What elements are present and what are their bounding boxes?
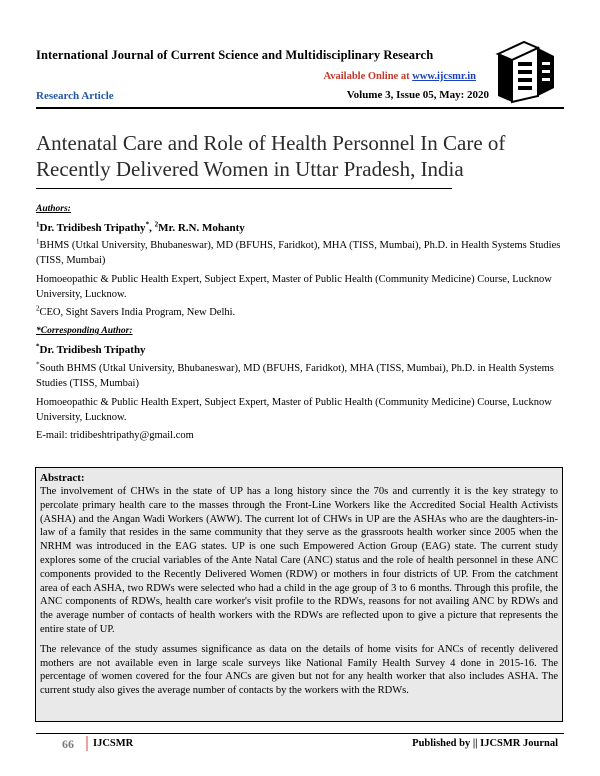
journal-name: International Journal of Current Science and Multidisciplinary Research [36,48,434,62]
corresponding-label: *Corresponding Author: [36,326,133,336]
corresponding-affiliation: *South BHMS (Utkal University, Bhubaneswar), MD (BFUHS, Faridkot), MHA (TISS, Mumbai), Ph.D. in Health Systems Studies (TISS, Mumbai) [36,360,554,389]
footer-separator [86,736,88,751]
abstract-box [35,467,563,722]
volume-issue: Volume 3, Issue 05, May: 2020 [346,89,489,101]
corresponding-email[interactable]: E-mail: tridibeshtripathy@gmail.com [36,430,194,441]
abstract-heading: Abstract: [40,472,85,484]
authors-label: Authors: [36,204,71,214]
website-link[interactable]: www.ijcsmr.in [412,71,476,82]
title-divider [36,188,452,189]
affiliation-2: $^2$CEO, Sight Savers India Program, New Delhi. [36,304,236,318]
abstract-paragraph-2: The relevance of the study assumes significance as data on the details of home visits for ANCs of recently delivered mothers are not available even in large scale surveys like National Family Health Survey 4 done in 2015-16. The percentage of women covered for the four ANCs are given but not for any health worker that also includes ASHA. The current study also gives the average number of contacts by the workers with the RDWs. [40,643,558,697]
abstract-paragraph-1: The involvement of CHWs in the state of UP has a long history since the 70s and currently it is the key strategy to percolate primary health care to the masses through the Front-Line Workers like the Accredited Social Health Activists (ASHA) and the Angan Wadi Workers (AWW). The current lot of CHWs in UP are the ASHAs who are the daughters-in-law of a family that resides in the same community that they serve as the grassroots health worker since 2005 when the NRHM was introduced in the EAG states. UP is one such Empowered Action Group (EAG) state. The current study explores some of the crucial variables of the Ante Natal Care (ANC) status and the role of health personnel in these ANC components provided to the Recently Delivered Women (RDW) or mothers in four districts of UP. From the catchment area of each ASHA, two RDWs were selected who had a child in the age group of 3 to 6 months. Through this profile, the ANC components of RDWs, health care worker's visit profile to the RDWs, reasons for not availing ANC by RDWs and the average number of contacts of health workers with the RDWs are reflected upon to give a picture that represents the entire state of UP. [40,486,558,635]
article-type: Research Article [36,90,114,102]
page-number: 66 [62,737,74,751]
corresponding-name: *Dr. Tridibesh Tripathy [36,342,146,356]
paper-title: Antenatal Care and Role of Health Personnel In Care of Recently Delivered Women in Uttar Pradesh, India [36,131,506,181]
header-divider [36,107,564,109]
author-names: $^1$Dr. Tridibesh Tripathy*, $^2$Mr. R.N. Mohanty [36,220,245,234]
ijcsmr-cube-logo-icon [494,40,558,104]
footer-published-by: Published by || IJCSMR Journal [412,738,558,749]
corresponding-affiliation-2: Homoeopathic & Public Health Expert, Subject Expert, Master of Public Health (Community Medicine) Course, Lucknow University, Lucknow. [36,397,552,423]
affiliation-1: $^1$BHMS (Utkal University, Bhubaneswar), MD (BFUHS, Faridkot), MHA (TISS, Mumbai), Ph.D. in Health Systems Studies (TISS, Mumbai) [36,237,561,266]
affiliation-1b: Homoeopathic & Public Health Expert, Subject Expert, Master of Public Health (Community Medicine) Course, Lucknow University, Lucknow. [36,274,552,300]
footer-journal-abbr: IJCSMR [93,738,134,749]
available-online: Available Online at www.ijcsmr.in [323,71,476,82]
footer-divider [36,733,564,734]
